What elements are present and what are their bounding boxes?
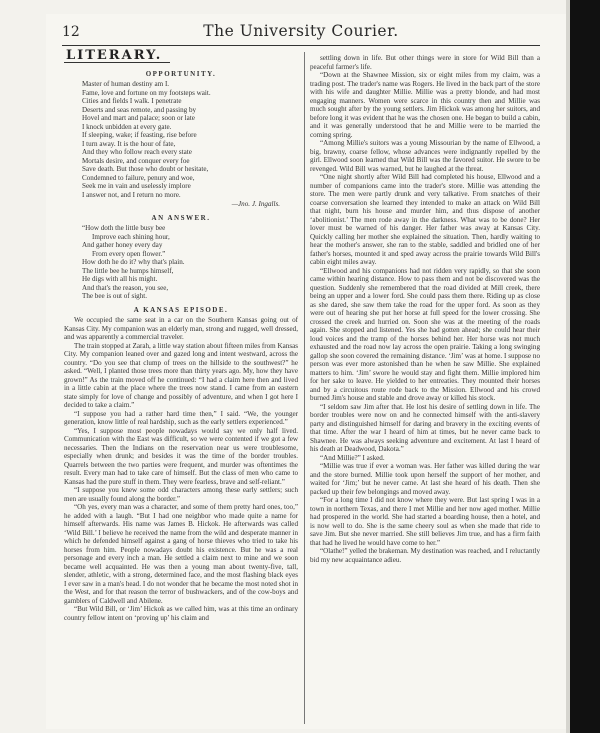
poem-line: Master of human destiny am I.	[82, 80, 170, 88]
story-paragraph: settling down in life. But other things were in store for Wild Bill than a peaceful farmer's life.	[310, 54, 540, 71]
story-paragraph: “I seldom saw Jim after that. He lost his desire of settling down in life. The border troubles were now on and he connected himself with the anti-slavery party and distinguished himself for daring and bravery in the exciting events of that time. After the war I heard of him at times, but he never came back to Shawnee. He was always seeking adventure and excitement. At last I heard of his death at Deadwood, Dakota.”	[310, 402, 540, 453]
story-paragraph: The train stopped at Zarah, a little way station about fifteen miles from Kansas City. My companion leaned over and gazed long and intent westward, across the country. “Do you see that clump of trees on the hillside to the southwest?” he asked. “Well, I planted those trees more than thirty years ago. My, how they have grown!” As the train moved off he continued: “I had a claim here then and lived in a little cabin at the place where the trees now stand. I came from an eastern state simply for love of change and possibly of adventure, and when I got here I decided to take a claim.”	[64, 341, 298, 409]
story-right-text	[310, 54, 540, 564]
story-title: A KANSAS EPISODE.	[133, 305, 229, 314]
story-paragraph: “Down at the Shawnee Mission, six or eight miles from my claim, was a trading post. The trader's name was Rogers. He lived in the back part of the store with his wife and daughter Millie. Millie was a pretty blonde, and had most engaging manners. Women were scarce in this country then and Millie was much sought after by the young settlers. Jim Hickok was among her suitors, and before long it was evident that he was the chosen one. He began to build a cabin, and it was generally understood that he and Millie were to be married the coming spring.	[310, 71, 540, 139]
poem-credit: —Jno. J. Ingalls.	[231, 200, 280, 208]
poem-line: Deserts and seas remote, and passing by	[82, 105, 197, 114]
binding-shadow	[570, 0, 600, 733]
poem-line: Improve each shining hour,	[92, 232, 170, 241]
story-paragraph: “One night shortly after Wild Bill had completed his house, Ellwood and a number of companions came into the trader's store. Millie was attending the store. The men were partly drunk and very talkative. From snatches of their coarse conversation she learned they intended to make an attack on Wild Bill that night, burn his house and murder him, and thus dispose of another ‘abolitionist.’ The men rode away in the darkness. What was to be done? Her lover must be warned of his danger. Her father was away at Kansas City. Quickly calling her mother she explained the situation. Then, hardly waiting to hear the mother's answer, she ran to the stable, saddled and bridled one of her father's horses, mounted it and sped away across the prairie towards Wild Bill's cabin eight miles away.	[310, 173, 540, 266]
poem-line: “How doth the little busy bee	[82, 224, 166, 232]
poem-line: Mortals desire, and conquer every foe	[82, 156, 190, 165]
page-header	[62, 22, 540, 44]
story-left-text	[64, 316, 298, 622]
poem-line: I turn away. It is the hour of fate,	[82, 139, 176, 148]
section-title: LITERARY.	[64, 52, 170, 63]
story-paragraph: “Yes, I suppose most people nowadays would say we only half lived. Communication with the East was difficult, so we were contented if we got a few necessaries. Then the Indians on the reservation near us were troublesome, especially when drunk; and besides it was the time of the border troubles. Quarrels between the two parties were frequent, and murder was oftentimes the result. Every man had to take care of himself. But the class of men who came to Kansas had the pure stuff in them. They were fearless, brave and self-reliant.”	[64, 426, 298, 486]
story-paragraph: “Millie was true if ever a woman was. Her father was killed during the war and the store burned. Millie took upon herself the support of her mother, and waited for ‘Jim;’ but he never came. At last she heard of his death. Then she packed up their few belongings and moved away.	[310, 462, 540, 496]
poem-line: And they who follow reach every state	[82, 148, 192, 156]
story-paragraph: “Oh yes, every man was a character, and some of them pretty hard ones, too,” he added with a laugh. “But I had one neighbor who made quite a name for himself afterwards. His name was James B. Hickok. He afterwards was called ‘Wild Bill.’ I believe he received the name from the wild and desperate manner in which he defended himself against a gang of horse thieves who tried to take his horses from him. People nowadays doubt his existence. But he was a real personage and every inch a man. He settled a claim next to mine and we soon became well acquainted. He was then a young man about twenty-five, tall, slender, athletic, with a strong, determined face, and the most flashing black eyes I ever saw in a man's head. I do not wonder that he became the most noted shot in the West, and for that reason the terror of bushwackers, and of the cow-boys and gamblers of Caldwell and Abilene.	[64, 503, 298, 605]
poem-line: I knock unbidden at every gate.	[82, 122, 172, 131]
story-paragraph: We occupied the same seat in a car on the Southern Kansas going out of Kansas City. My companion was an elderly man, strong and rugged, well dressed, and was apparently a commercial traveler.	[64, 316, 298, 341]
poem-line: How doth he do it? why that's plain.	[82, 258, 185, 266]
story-paragraph: “For a long time I did not know where they were. But last spring I was in a town in northern Texas, and there I met Millie and her now aged mother. Millie had prospered in the world. She had started a boarding house, then a hotel, and is now well to do. She is the same cheery soul as when she made that ride to save Jim. But she never married. She still believes Jim true, and has a firm faith that had he lived he would have come to her.”	[310, 496, 540, 547]
poem-line: Save death. But those who doubt or hesitate,	[82, 165, 209, 173]
poem-line: And that's the reason, you see,	[82, 283, 169, 292]
journal-title: The University Courier.	[203, 22, 399, 40]
story-paragraph: “Ellwood and his companions had not ridden very rapidly, so that she soon came within hearing distance. How to pass them and not be discovered was the question. Suddenly she remembered that the road divided at Mill creek, there being an upper and a lower ford. She could pass them there. Riding up as close as she dared, she saw them take the road for the upper ford. As soon as they were out of hearing she put her horse at full speed for the lower crossing. She crossed the creek and hurried on. Soon she was at the meeting of the roads again. She stopped and listened. Yes she had gotten ahead; she could hear their loud voices and the tramp of the horses behind her. Her horse was not much exhausted and the road now lay across the open prairie. Taking a long swinging gallop she soon covered the remaining distance. ‘Jim’ was at home. I suppose no person was ever more astonished than he when he saw Millie. She explained matters to him. ‘Jim’ swore he would stay and fight them. Millie implored him for her sake to leave. He yielded to her entreaties. They mounted their horses and by a circuitous route rode back to the Mission. Ellwood and his crowd burned Jim's house and stable and drove away or killed his stock.	[310, 266, 540, 402]
poem-line: Cities and fields I walk. I penetrate	[82, 97, 182, 105]
story-paragraph: “I suppose you had a rather hard time then,” I said. “We, the younger generation, know little of real hardship, such as the early settlers experienced.”	[64, 409, 298, 426]
poem-line: He digs with all his might.	[82, 275, 158, 283]
poem-line: I answer not, and I return no more.	[82, 190, 181, 199]
poem-line: From every open flower.”	[92, 249, 166, 258]
page-number: 12	[62, 24, 80, 40]
header-rule	[62, 45, 540, 46]
poem-opportunity	[82, 80, 298, 199]
poem-line: And gather honey every day	[82, 241, 163, 249]
story-paragraph: “But Wild Bill, or ‘Jim’ Hickok as we called him, was at this time an ordinary country fellow intent on ‘proving up’ his claim and	[64, 605, 298, 622]
poem-line: Fame, love and fortune on my footsteps wait.	[82, 88, 211, 97]
story-paragraph: “Among Millie's suitors was a young Missourian by the name of Ellwood, a big, brawny, coarse fellow, whose advances were indignantly repelled by the girl. Ellwood soon learned that Wild Bill was the favored suitor. He swore to be revenged. Wild Bill was warned, but he laughed at the threat.	[310, 139, 540, 173]
story-paragraph: “Olathe!” yelled the brakeman. My destination was reached, and I reluctantly bid my new acquaintance adieu.	[310, 547, 540, 564]
poem-an-answer	[82, 224, 298, 301]
poem-title: OPPORTUNITY.	[145, 69, 217, 78]
poem-line: Seek me in vain and uselessly implore	[82, 182, 191, 190]
right-column	[310, 54, 540, 564]
poem-line: Hovel and mart and palace; soon or late	[82, 114, 195, 122]
story-paragraph: “I suppose you knew some odd characters among these early settlers; such men are usually found along the border.”	[64, 486, 298, 503]
poem-line: The little bee he humps himself,	[82, 266, 174, 275]
poem-line: If sleeping, wake; if feasting, rise before	[82, 131, 197, 139]
column-divider	[304, 52, 305, 724]
left-column	[64, 48, 298, 622]
poem-line: The bee is out of sight.	[82, 292, 148, 300]
poem-title: AN ANSWER.	[151, 213, 211, 222]
story-paragraph: “And Millie?” I asked.	[320, 453, 385, 462]
poem-line: Condemned to failure, penury and woe,	[82, 173, 195, 182]
